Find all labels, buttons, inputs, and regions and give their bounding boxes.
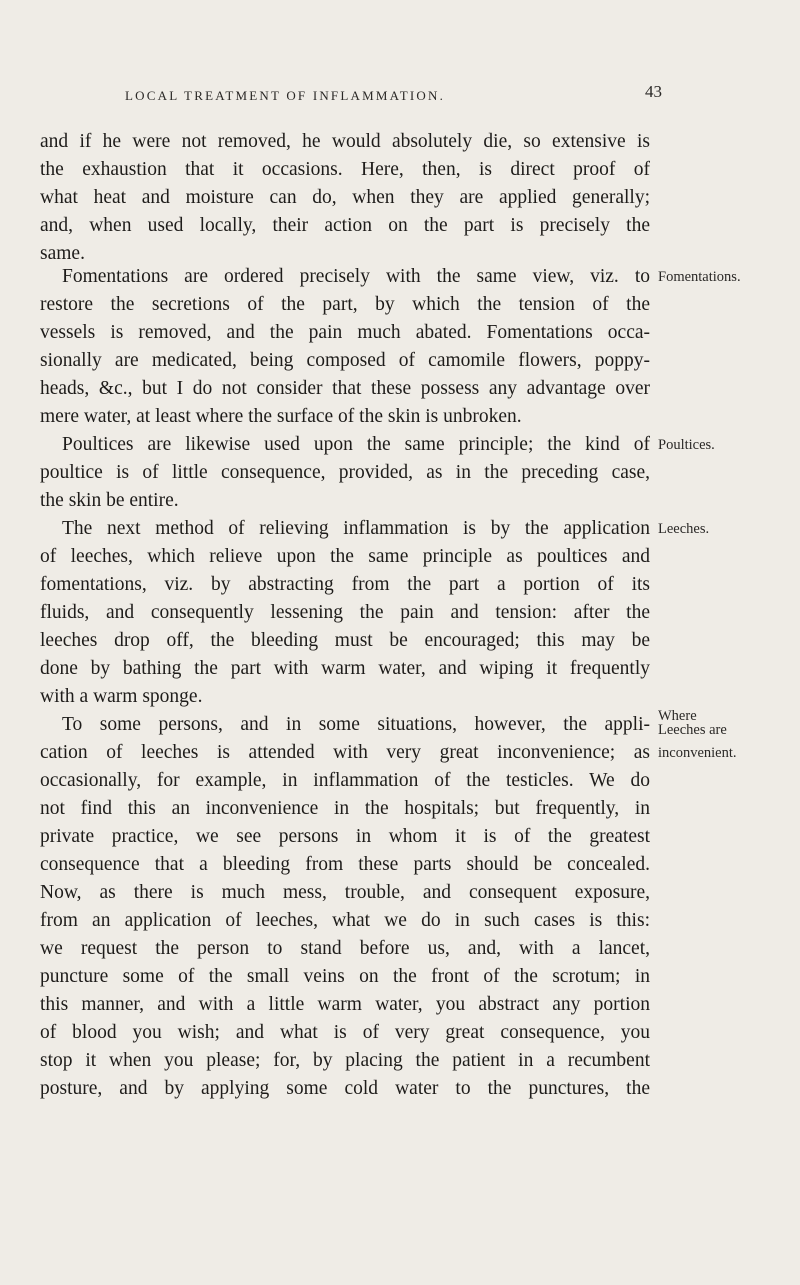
page-header — [0, 82, 800, 106]
text-line: cation of leeches is attended with very great inconvenience; as — [40, 742, 650, 763]
text-line: we request the person to stand before us, and, with a lancet, — [40, 938, 650, 959]
text-line: of leeches, which relieve upon the same principle as poultices and — [40, 546, 650, 567]
text-line: sionally are medicated, being composed of camomile flowers, poppy- — [40, 350, 650, 371]
text-line: consequence that a bleeding from these parts should be concealed. — [40, 854, 650, 875]
text-line: poultice is of little consequence, provided, as in the preceding case, — [40, 462, 650, 483]
text-line: Now, as there is much mess, trouble, and consequent exposure, — [40, 882, 650, 903]
text-line: stop it when you please; for, by placing the patient in a recumbent — [40, 1050, 650, 1071]
text-line: puncture some of the small veins on the front of the scrotum; in — [40, 966, 650, 987]
text-line: the skin be entire. — [40, 490, 179, 511]
text-line: of blood you wish; and what is of very great consequence, you — [40, 1022, 650, 1043]
text-line: done by bathing the part with warm water, and wiping it frequently — [40, 658, 650, 679]
text-line: The next method of relieving inflammation is by the application — [62, 518, 650, 539]
text-line: fluids, and consequently lessening the pain and tension: after the — [40, 602, 650, 623]
text-line: vessels is removed, and the pain much abated. Fomentations occa- — [40, 322, 650, 343]
text-line: fomentations, viz. by abstracting from the part a portion of its — [40, 574, 650, 595]
page-number: 43 — [645, 82, 662, 101]
text-line: leeches drop off, the bleeding must be encouraged; this may be — [40, 630, 650, 651]
margin-note-line: Where — [658, 708, 697, 724]
margin-note-where-leeches — [658, 709, 727, 737]
text-line: heads, &c., but I do not consider that these possess any advantage over — [40, 378, 650, 399]
text-line: occasionally, for example, in inflammation of the testicles. We do — [40, 770, 650, 791]
margin-note-fomentations: Fomentations. — [658, 269, 741, 285]
margin-note-inconvenient: inconvenient. — [658, 745, 737, 761]
text-line: posture, and by applying some cold water to the punctures, the — [40, 1078, 650, 1099]
text-line: Fomentations are ordered precisely with the same view, viz. to — [62, 266, 650, 287]
text-line: and if he were not removed, he would absolutely die, so extensive is — [40, 131, 650, 152]
running-head: LOCAL TREATMENT OF INFLAMMATION. — [125, 88, 446, 103]
margin-note-leeches: Leeches. — [658, 521, 710, 537]
text-line: not find this an inconvenience in the hospitals; but frequently, in — [40, 798, 650, 819]
text-line: private practice, we see persons in whom it is of the greatest — [40, 826, 650, 847]
text-line: same. — [40, 243, 85, 264]
text-line: mere water, at least where the surface of the skin is unbroken. — [40, 406, 522, 427]
text-line: with a warm sponge. — [40, 686, 203, 707]
text-line: from an application of leeches, what we do in such cases is this: — [40, 910, 650, 931]
margin-note-line: Leeches are — [658, 722, 727, 738]
text-line: this manner, and with a little warm water, you abstract any portion — [40, 994, 650, 1015]
text-line: Poultices are likewise used upon the same principle; the kind of — [62, 434, 650, 455]
text-line: what heat and moisture can do, when they are applied generally; — [40, 187, 650, 208]
text-line: the exhaustion that it occasions. Here, then, is direct proof of — [40, 159, 650, 180]
text-line: restore the secretions of the part, by which the tension of the — [40, 294, 650, 315]
margin-note-poultices: Poultices. — [658, 437, 715, 453]
text-line: and, when used locally, their action on the part is precisely the — [40, 215, 650, 236]
text-line: To some persons, and in some situations, however, the appli- — [62, 714, 650, 735]
